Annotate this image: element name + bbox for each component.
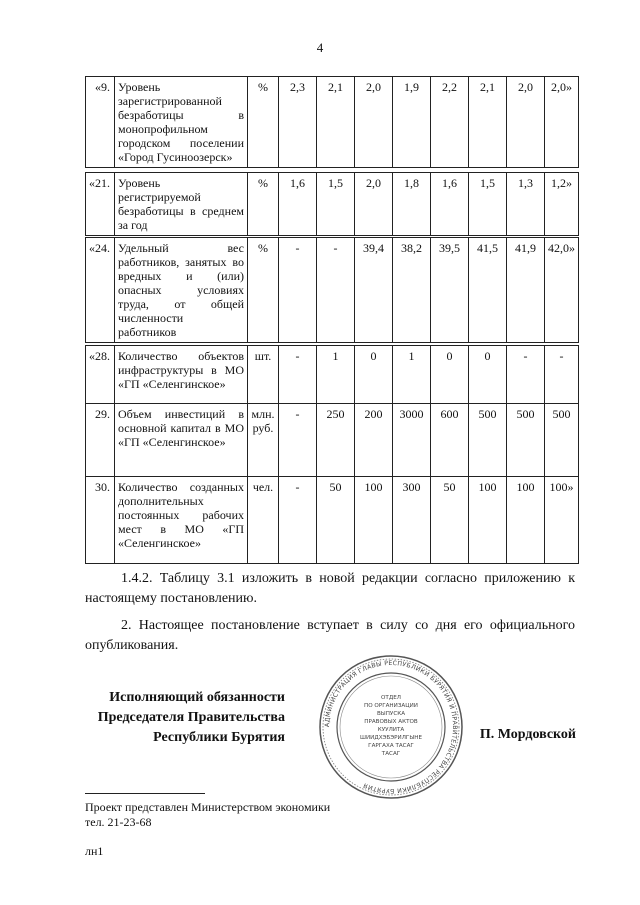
value-cell: 2,1 xyxy=(317,77,355,168)
stamp-line: ГАРГАХА ТАСАГ xyxy=(368,743,414,749)
value-cell: 1,5 xyxy=(317,173,355,236)
value-cell: 0 xyxy=(431,346,469,404)
position-line: Исполняющий обязанности xyxy=(109,690,285,705)
indicator-name: Объем инвестиций в основной капитал в МО «ГП «Селенгинское» xyxy=(115,404,248,477)
value-cell: 41,9 xyxy=(507,238,545,343)
table-row xyxy=(86,477,579,564)
table-row xyxy=(86,346,579,404)
signatory-position xyxy=(85,688,285,748)
value-cell: - xyxy=(507,346,545,404)
table-row xyxy=(86,238,579,343)
value-cell: 500 xyxy=(469,404,507,477)
value-cell: 200 xyxy=(355,404,393,477)
stamp-line: ШИИДХЭБЭРИЛГЫНЕ xyxy=(359,735,423,741)
value-cell: 2,0 xyxy=(507,77,545,168)
value-cell: 39,4 xyxy=(355,238,393,343)
indicator-table-28-30 xyxy=(85,345,579,564)
value-cell: 100 xyxy=(469,477,507,564)
indicator-table-21 xyxy=(85,172,579,236)
stamp-line: КУУЛИТА xyxy=(377,727,405,733)
value-cell: 1,9 xyxy=(393,77,431,168)
value-cell: 2,3 xyxy=(279,77,317,168)
value-cell: - xyxy=(279,238,317,343)
unit: млн. руб. xyxy=(248,404,279,477)
value-cell: 500 xyxy=(545,404,579,477)
value-cell: - xyxy=(545,346,579,404)
paragraph-2 xyxy=(85,616,575,656)
row-number: «21. xyxy=(86,173,115,236)
paragraph-text: 1.4.2. Таблицу 3.1 изложить в новой редакции согласно приложению к настоящему постановлению. xyxy=(85,571,575,606)
value-cell: 2,0» xyxy=(545,77,579,168)
row-number: 30. xyxy=(86,477,115,564)
value-cell: 1,2» xyxy=(545,173,579,236)
indicator-name: Удельный вес работников, занятых во вредных и (или) опасных условиях труда, от общей численности работников xyxy=(115,238,248,343)
footer-code: лн1 xyxy=(85,844,104,858)
value-cell: 2,0 xyxy=(355,173,393,236)
value-cell: - xyxy=(279,477,317,564)
stamp-line: ВЫПУСКА xyxy=(376,711,406,717)
value-cell: 1,3 xyxy=(507,173,545,236)
value-cell: 100» xyxy=(545,477,579,564)
value-cell: 1,5 xyxy=(469,173,507,236)
official-stamp xyxy=(318,654,464,800)
unit: шт. xyxy=(248,346,279,404)
indicator-name: Уровень регистрируемой безработицы в среднем за год xyxy=(115,173,248,236)
value-cell: 39,5 xyxy=(431,238,469,343)
position-line: Председателя Правительства xyxy=(97,710,285,725)
position-line: Республики Бурятия xyxy=(153,730,285,745)
value-cell: 50 xyxy=(317,477,355,564)
stamp-ring-text: АДМИНИСТРАЦИЯ ГЛАВЫ РЕСПУБЛИКИ БУРЯТИЯ И ПРАВИТЕЛЬСТВА РЕСПУБЛИКИ БУРЯТИЯ xyxy=(323,659,459,795)
indicator-name: Количество созданных дополнительных постоянных рабочих мест в МО «ГП «Селенгинское» xyxy=(115,477,248,564)
value-cell: 38,2 xyxy=(393,238,431,343)
indicator-table-9 xyxy=(85,76,579,168)
indicator-name: Количество объектов инфраструктуры в МО «ГП «Селенгинское» xyxy=(115,346,248,404)
row-number: «28. xyxy=(86,346,115,404)
footer-phone: тел. 21-23-68 xyxy=(85,815,152,829)
stamp-line: ОТДЕЛ xyxy=(381,695,401,701)
value-cell: 1 xyxy=(317,346,355,404)
unit: % xyxy=(248,173,279,236)
paragraph-text: 2. Настоящее постановление вступает в силу со дня его официального опубликования. xyxy=(85,618,575,653)
table-row xyxy=(86,77,579,168)
unit: % xyxy=(248,77,279,168)
value-cell: - xyxy=(279,404,317,477)
value-cell: 100 xyxy=(507,477,545,564)
value-cell: 500 xyxy=(507,404,545,477)
paragraph-1-4-2 xyxy=(85,569,575,609)
table-row xyxy=(86,173,579,236)
value-cell: 3000 xyxy=(393,404,431,477)
indicator-table-24 xyxy=(85,237,579,343)
value-cell: 600 xyxy=(431,404,469,477)
page-number: 4 xyxy=(316,40,324,55)
row-number: «9. xyxy=(86,77,115,168)
table-row xyxy=(86,404,579,477)
value-cell: 2,2 xyxy=(431,77,469,168)
row-number: «24. xyxy=(86,238,115,343)
value-cell: 0 xyxy=(469,346,507,404)
value-cell: - xyxy=(317,238,355,343)
value-cell: 300 xyxy=(393,477,431,564)
stamp-line: ПО ОРГАНИЗАЦИИ xyxy=(364,703,418,709)
value-cell: 0 xyxy=(355,346,393,404)
unit: % xyxy=(248,238,279,343)
value-cell: 41,5 xyxy=(469,238,507,343)
stamp-line: ТАСАГ xyxy=(381,751,401,757)
signatory-name: П. Мордовской xyxy=(479,727,576,742)
value-cell: 50 xyxy=(431,477,469,564)
indicator-name: Уровень зарегистрированной безработицы в монопрофильном городском поселении «Город Гусиноозерск» xyxy=(115,77,248,168)
stamp-line: ПРАВОВЫХ АКТОВ xyxy=(364,719,418,725)
value-cell: 1,6 xyxy=(431,173,469,236)
value-cell: 2,0 xyxy=(355,77,393,168)
value-cell: 250 xyxy=(317,404,355,477)
value-cell: 100 xyxy=(355,477,393,564)
footer-project-note: Проект представлен Министерством экономики xyxy=(85,800,331,814)
value-cell: 2,1 xyxy=(469,77,507,168)
footnote-divider xyxy=(85,793,205,794)
value-cell: 1 xyxy=(393,346,431,404)
value-cell: - xyxy=(279,346,317,404)
value-cell: 42,0» xyxy=(545,238,579,343)
row-number: 29. xyxy=(86,404,115,477)
value-cell: 1,6 xyxy=(279,173,317,236)
unit: чел. xyxy=(248,477,279,564)
value-cell: 1,8 xyxy=(393,173,431,236)
